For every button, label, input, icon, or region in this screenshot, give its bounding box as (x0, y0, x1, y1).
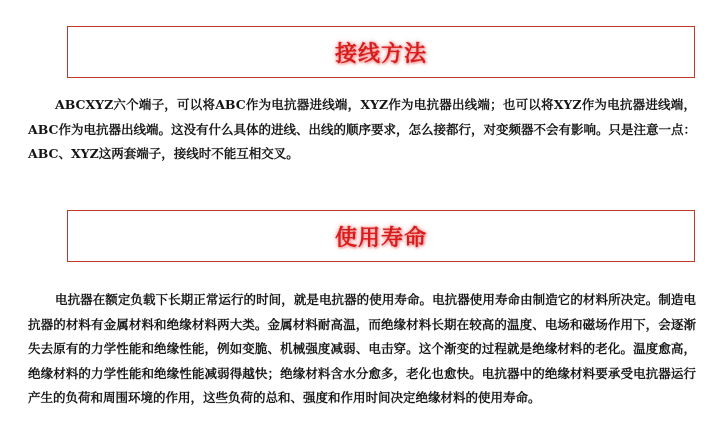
section-title-service-life: 使用寿命 (334, 224, 427, 251)
section-header-wiring (67, 26, 695, 78)
paragraph-service-life: 电抗器在额定负载下长期正常运行的时间，就是电抗器的使用寿命。电抗器使用寿命由制造它的材料所决定。制造电抗器的材料有金属材料和绝缘材料两大类。金属材料耐高温，而绝缘材料长期在较高的温度、电场和磁场作用下，会逐渐失去原有的力学性能和绝缘性能，例如变脆、机械强度减弱、电击穿。这个渐变的过程就是绝缘材料的老化。温度愈高，绝缘材料的力学性能和绝缘性能减弱得越快；绝缘材料含水分愈多，老化也愈快。电抗器中的绝缘材料要承受电抗器运行产生的负荷和周围环境的作用，这些负荷的总和、强度和作用时间决定绝缘材料的使用寿命。 (28, 292, 696, 405)
section-title-wiring: 接线方法 (334, 40, 427, 67)
section-header-service-life (67, 210, 695, 262)
paragraph-wiring: ABCXYZ六个端子，可以将ABC作为电抗器进线端，XYZ作为电抗器出线端；也可以将XYZ作为电抗器进线端，ABC作为电抗器出线端。这没有什么具体的进线、出线的顺序要求，怎么接都行，对变频器不会有影响。只是注意一点：ABC、XYZ这两套端子，接线时不能互相交叉。 (28, 97, 696, 161)
